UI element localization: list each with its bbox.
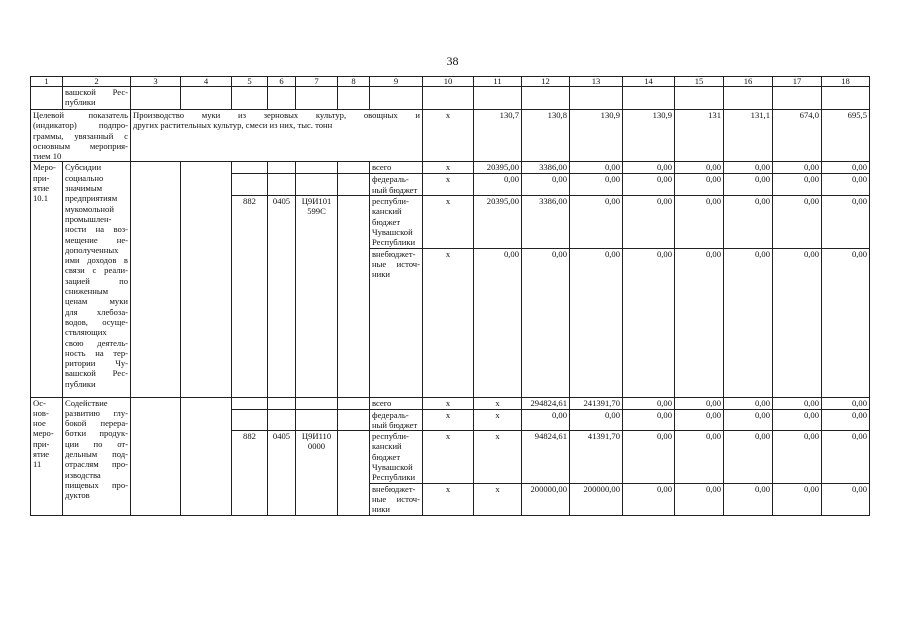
value-cell: 130,9 xyxy=(570,110,623,162)
column-number: 11 xyxy=(474,77,522,87)
rzpr-code: 0405 xyxy=(268,431,296,515)
value-cell: 0,00 xyxy=(773,248,822,397)
page-number: 38 xyxy=(446,54,459,68)
text-line: бюджет xyxy=(372,216,401,227)
text-line: федераль- xyxy=(372,409,409,420)
funding-source xyxy=(370,248,423,397)
text-line: нов- xyxy=(33,407,49,418)
text-line: дополученных xyxy=(65,244,119,255)
table-cell: x xyxy=(423,409,474,431)
column-number: 14 xyxy=(623,77,675,87)
text-line: внебюджет- xyxy=(372,483,416,494)
text-line: развитию глу- xyxy=(65,407,128,418)
value-cell: 20395,00 xyxy=(474,196,522,248)
text-line: ятие xyxy=(33,183,50,194)
table-cell xyxy=(131,162,181,397)
text-line: при- xyxy=(33,438,50,449)
value-cell: 0,00 xyxy=(724,196,773,248)
value-cell: 0,00 xyxy=(773,483,822,515)
table-cell xyxy=(232,174,268,196)
csr-code xyxy=(296,196,338,397)
text-line: ции по от- xyxy=(65,438,128,449)
text-line: дельным под- xyxy=(65,449,128,460)
table-cell: x xyxy=(474,483,522,515)
rzpr-code: 0405 xyxy=(268,196,296,397)
column-number-row xyxy=(31,77,870,87)
text-line: Субсидии xyxy=(65,162,102,173)
value-cell: 0,00 xyxy=(522,409,570,431)
text-line: ники xyxy=(372,269,390,280)
text-line: ный бюджет xyxy=(372,184,418,195)
table-cell: x xyxy=(474,397,522,409)
value-cell: 0,00 xyxy=(822,431,870,483)
table-cell xyxy=(232,397,268,409)
value-cell: 0,00 xyxy=(522,174,570,196)
value-cell: 130,9 xyxy=(623,110,675,162)
value-cell: 241391,70 xyxy=(570,397,623,409)
value-cell: 0,00 xyxy=(522,248,570,397)
measure-11-row xyxy=(31,397,870,409)
value-cell: 0,00 xyxy=(724,162,773,174)
text-line: ное xyxy=(33,418,46,429)
text-line: ими доходов в xyxy=(65,255,128,266)
table-cell xyxy=(338,174,370,196)
column-number: 5 xyxy=(232,77,268,87)
column-number: 16 xyxy=(724,77,773,87)
text-line: Ц9И101 xyxy=(301,196,332,207)
value-cell: 0,00 xyxy=(822,196,870,248)
value-cell: 94824,61 xyxy=(522,431,570,483)
value-cell: 0,00 xyxy=(724,483,773,515)
text-line: Ос- xyxy=(33,397,46,408)
text-line: всего xyxy=(372,397,392,408)
value-cell: 674,0 xyxy=(773,110,822,162)
value-cell: 0,00 xyxy=(675,397,724,409)
csr-code xyxy=(296,431,338,515)
table-cell xyxy=(232,162,268,174)
text-line: свою деятель- xyxy=(65,337,128,348)
table-cell: x xyxy=(423,483,474,515)
table-cell xyxy=(338,431,370,515)
text-line: Ц9И110 xyxy=(301,431,332,442)
measure-name xyxy=(63,87,131,110)
table-cell: x xyxy=(423,174,474,196)
value-cell: 0,00 xyxy=(474,248,522,397)
text-line: промышлен- xyxy=(65,213,112,224)
value-cell: 0,00 xyxy=(570,409,623,431)
text-line: публики xyxy=(65,378,96,389)
text-line: Целевой показатель xyxy=(33,110,128,120)
measure-10-1-row xyxy=(31,162,870,174)
text-line: связи с реали- xyxy=(65,265,128,276)
value-cell: 131,1 xyxy=(724,110,773,162)
text-line: ность на тер- xyxy=(65,347,128,358)
column-number: 2 xyxy=(63,77,131,87)
value-cell: 0,00 xyxy=(724,397,773,409)
table-cell xyxy=(296,87,338,110)
table-cell: x xyxy=(423,162,474,174)
table-cell xyxy=(570,87,623,110)
table-cell xyxy=(181,162,232,397)
value-cell: 0,00 xyxy=(675,431,724,483)
text-line: Содействие xyxy=(65,397,108,408)
table-cell xyxy=(181,87,232,110)
funding-source xyxy=(370,162,423,174)
table-cell xyxy=(522,87,570,110)
text-line: 10.1 xyxy=(33,193,49,204)
text-line: ятие xyxy=(33,449,50,460)
column-number: 7 xyxy=(296,77,338,87)
value-cell: 0,00 xyxy=(570,174,623,196)
table-cell xyxy=(773,87,822,110)
value-cell: 0,00 xyxy=(675,409,724,431)
value-cell: 0,00 xyxy=(675,248,724,397)
text-line: республи- xyxy=(372,196,409,207)
table-cell xyxy=(181,397,232,515)
value-cell: 0,00 xyxy=(623,409,675,431)
value-cell: 0,00 xyxy=(822,397,870,409)
text-line: других растительных культур, смеси из них, тыс. тонн xyxy=(133,120,333,131)
value-cell: 0,00 xyxy=(474,174,522,196)
table-cell xyxy=(31,87,63,110)
value-cell: 130,7 xyxy=(474,110,522,162)
text-line: социально xyxy=(65,172,104,183)
text-line: меро- xyxy=(33,428,54,439)
table-cell xyxy=(232,87,268,110)
table-cell: x xyxy=(474,409,522,431)
text-line: основным мероприя- xyxy=(33,140,128,151)
text-line: тием 10 xyxy=(33,151,62,162)
text-line: Чувашской xyxy=(372,226,413,237)
value-cell: 0,00 xyxy=(623,248,675,397)
continuation-row xyxy=(31,87,870,110)
value-cell: 130,8 xyxy=(522,110,570,162)
value-cell: 695,5 xyxy=(822,110,870,162)
text-line: внебюджет- xyxy=(372,248,416,259)
value-cell: 0,00 xyxy=(623,174,675,196)
funding-source xyxy=(370,431,423,483)
value-cell: 0,00 xyxy=(822,174,870,196)
text-line: дуктов xyxy=(65,490,90,501)
text-line: вашской Рес- xyxy=(65,87,128,97)
table-cell xyxy=(423,87,474,110)
table-cell xyxy=(338,196,370,397)
column-number: 13 xyxy=(570,77,623,87)
table-cell: x xyxy=(423,110,474,162)
funding-source xyxy=(370,174,423,196)
column-number: 10 xyxy=(423,77,474,87)
grbs-code: 882 xyxy=(232,431,268,515)
value-cell: 0,00 xyxy=(773,196,822,248)
text-line: 599С xyxy=(307,206,326,217)
text-line: Производство муки из зерновых культур, овощных и xyxy=(133,110,420,120)
table-cell: x xyxy=(423,196,474,248)
value-cell: 0,00 xyxy=(773,409,822,431)
column-number: 15 xyxy=(675,77,724,87)
text-line: (индикатор) подпро- xyxy=(33,120,128,131)
table-cell xyxy=(268,397,296,409)
column-number: 18 xyxy=(822,77,870,87)
text-line: пищевых про- xyxy=(65,479,128,490)
value-cell: 0,00 xyxy=(570,248,623,397)
text-line: предприятиям xyxy=(65,193,118,204)
table-cell xyxy=(268,87,296,110)
text-line: ценам муки xyxy=(65,296,128,307)
table-cell xyxy=(474,87,522,110)
table-cell xyxy=(268,409,296,431)
column-number: 3 xyxy=(131,77,181,87)
value-cell: 3386,00 xyxy=(522,196,570,248)
value-cell: 3386,00 xyxy=(522,162,570,174)
table-cell xyxy=(370,87,423,110)
text-line: ботки продук- xyxy=(65,428,128,439)
table-cell xyxy=(232,409,268,431)
measure-name xyxy=(63,397,131,515)
funding-source xyxy=(370,196,423,248)
text-line: канский xyxy=(372,206,402,217)
indicator-description xyxy=(131,110,423,162)
value-cell: 0,00 xyxy=(773,397,822,409)
table-cell xyxy=(296,162,338,174)
text-line: ные источ- xyxy=(372,258,420,269)
text-line: бокой перера- xyxy=(65,418,128,429)
table-cell: x xyxy=(423,431,474,483)
column-number: 9 xyxy=(370,77,423,87)
text-line: канский xyxy=(372,441,402,452)
table-cell xyxy=(338,409,370,431)
table-cell xyxy=(822,87,870,110)
text-line: отраслям про- xyxy=(65,459,128,470)
funding-source xyxy=(370,483,423,515)
text-line: ности на воз- xyxy=(65,224,128,235)
text-line: ные источ- xyxy=(372,493,420,504)
value-cell: 0,00 xyxy=(675,162,724,174)
table-cell: x xyxy=(423,248,474,397)
text-line: публики xyxy=(65,97,96,108)
measure-name xyxy=(63,162,131,397)
value-cell: 0,00 xyxy=(822,483,870,515)
measure-type xyxy=(31,397,63,515)
text-line: граммы, увязанный с xyxy=(33,130,128,141)
value-cell: 0,00 xyxy=(724,248,773,397)
column-number: 1 xyxy=(31,77,63,87)
text-line: 11 xyxy=(33,459,42,470)
column-number: 12 xyxy=(522,77,570,87)
value-cell: 0,00 xyxy=(570,196,623,248)
column-number: 17 xyxy=(773,77,822,87)
text-line: для хлебоза- xyxy=(65,306,128,317)
indicator-row xyxy=(31,110,870,162)
text-line: ритории Чу- xyxy=(65,358,128,369)
table-cell xyxy=(268,162,296,174)
program-table xyxy=(30,76,870,516)
value-cell: 0,00 xyxy=(570,162,623,174)
table-cell xyxy=(675,87,724,110)
table-cell xyxy=(338,87,370,110)
funding-source xyxy=(370,397,423,409)
value-cell: 0,00 xyxy=(773,431,822,483)
text-line: ники xyxy=(372,504,390,515)
value-cell: 0,00 xyxy=(822,248,870,397)
table-cell xyxy=(623,87,675,110)
text-line: республи- xyxy=(372,431,409,442)
value-cell: 0,00 xyxy=(675,483,724,515)
value-cell: 0,00 xyxy=(724,409,773,431)
value-cell: 0,00 xyxy=(675,196,724,248)
table-cell xyxy=(268,174,296,196)
text-line: мещение не- xyxy=(65,234,128,245)
value-cell: 0,00 xyxy=(822,409,870,431)
text-line: ный бюджет xyxy=(372,419,418,430)
text-line: ствляющих xyxy=(65,327,107,338)
value-cell: 0,00 xyxy=(822,162,870,174)
value-cell: 200000,00 xyxy=(522,483,570,515)
table-cell xyxy=(338,397,370,409)
text-line: Чувашской xyxy=(372,462,413,473)
text-line: Республики xyxy=(372,472,416,483)
text-line: мукомольной xyxy=(65,203,114,214)
value-cell: 0,00 xyxy=(623,196,675,248)
value-cell: 294824,61 xyxy=(522,397,570,409)
value-cell: 41391,70 xyxy=(570,431,623,483)
table-cell xyxy=(338,162,370,174)
value-cell: 0,00 xyxy=(623,483,675,515)
value-cell: 20395,00 xyxy=(474,162,522,174)
text-line: сниженным xyxy=(65,286,109,297)
column-number: 4 xyxy=(181,77,232,87)
text-line: значимым xyxy=(65,183,103,194)
value-cell: 0,00 xyxy=(773,162,822,174)
value-cell: 0,00 xyxy=(773,174,822,196)
value-cell: 0,00 xyxy=(724,431,773,483)
table-cell xyxy=(724,87,773,110)
table-cell xyxy=(131,87,181,110)
column-number: 8 xyxy=(338,77,370,87)
text-line: бюджет xyxy=(372,451,401,462)
text-line: изводства xyxy=(65,469,101,480)
text-line: при- xyxy=(33,172,50,183)
table-cell xyxy=(131,397,181,515)
value-cell: 0,00 xyxy=(675,174,724,196)
text-line: федераль- xyxy=(372,174,409,185)
table-cell xyxy=(296,397,338,409)
text-line: вашской Рес- xyxy=(65,368,128,379)
value-cell: 200000,00 xyxy=(570,483,623,515)
text-line: Республики xyxy=(372,237,416,248)
text-line: зацией по xyxy=(65,275,128,286)
text-line: 0000 xyxy=(307,441,326,452)
value-cell: 0,00 xyxy=(623,431,675,483)
table-cell: x xyxy=(474,431,522,483)
text-line: водов, осуще- xyxy=(65,316,128,327)
text-line: всего xyxy=(372,162,392,173)
value-cell: 0,00 xyxy=(623,162,675,174)
table-cell xyxy=(296,409,338,431)
funding-source xyxy=(370,409,423,431)
column-number: 6 xyxy=(268,77,296,87)
measure-type xyxy=(31,162,63,397)
value-cell: 131 xyxy=(675,110,724,162)
indicator-label xyxy=(31,110,131,162)
table-cell: x xyxy=(423,397,474,409)
value-cell: 0,00 xyxy=(724,174,773,196)
text-line: Меро- xyxy=(33,162,56,173)
grbs-code: 882 xyxy=(232,196,268,397)
value-cell: 0,00 xyxy=(623,397,675,409)
table-cell xyxy=(296,174,338,196)
